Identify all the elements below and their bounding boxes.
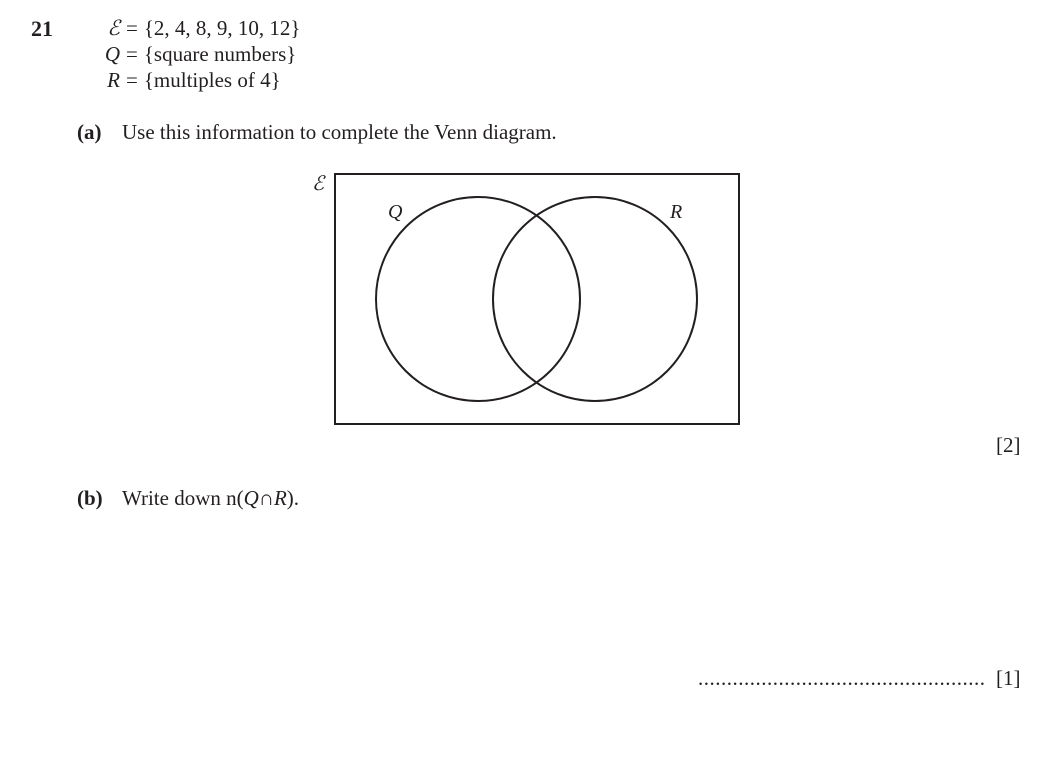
part-b-instruction: [122, 486, 299, 511]
part-b-answer-line[interactable]: ..................................................: [698, 666, 986, 690]
set-q-definition: [98, 42, 296, 67]
set-q-symbol: Q: [243, 486, 259, 510]
part-b-text-suffix: ).: [286, 486, 300, 510]
set-q-description: {square numbers}: [143, 42, 297, 66]
set-q-label: Q: [388, 201, 403, 223]
set-r-symbol: R: [107, 68, 120, 92]
part-b-marks: [1]: [996, 666, 1021, 690]
set-r-definition: [98, 68, 281, 93]
intersection-symbol: ∩: [258, 486, 274, 510]
universal-set-symbol: ℰ: [107, 16, 120, 40]
part-b-text-prefix: Write down n(: [122, 486, 244, 510]
question-number: 21: [31, 16, 53, 41]
universal-set-label: ℰ: [312, 173, 325, 195]
set-r-circle: [493, 197, 697, 401]
equals-sign: =: [126, 42, 138, 66]
universal-set-definition: [98, 16, 301, 41]
equals-sign: =: [126, 68, 138, 92]
set-r-symbol: R: [273, 486, 287, 510]
set-r-label: R: [670, 201, 683, 223]
universal-set-members: {2, 4, 8, 9, 10, 12}: [143, 16, 301, 40]
set-q-symbol: Q: [104, 42, 120, 66]
part-b-label: (b): [77, 486, 103, 510]
part-a-marks: [2]: [996, 433, 1021, 457]
equals-sign: =: [126, 16, 138, 40]
part-a-instruction: Use this information to complete the Venn diagram.: [122, 120, 557, 144]
venn-diagram[interactable]: [310, 168, 750, 434]
set-r-description: {multiples of 4}: [143, 68, 281, 92]
part-a-label: (a): [77, 120, 102, 144]
set-q-circle: [376, 197, 580, 401]
